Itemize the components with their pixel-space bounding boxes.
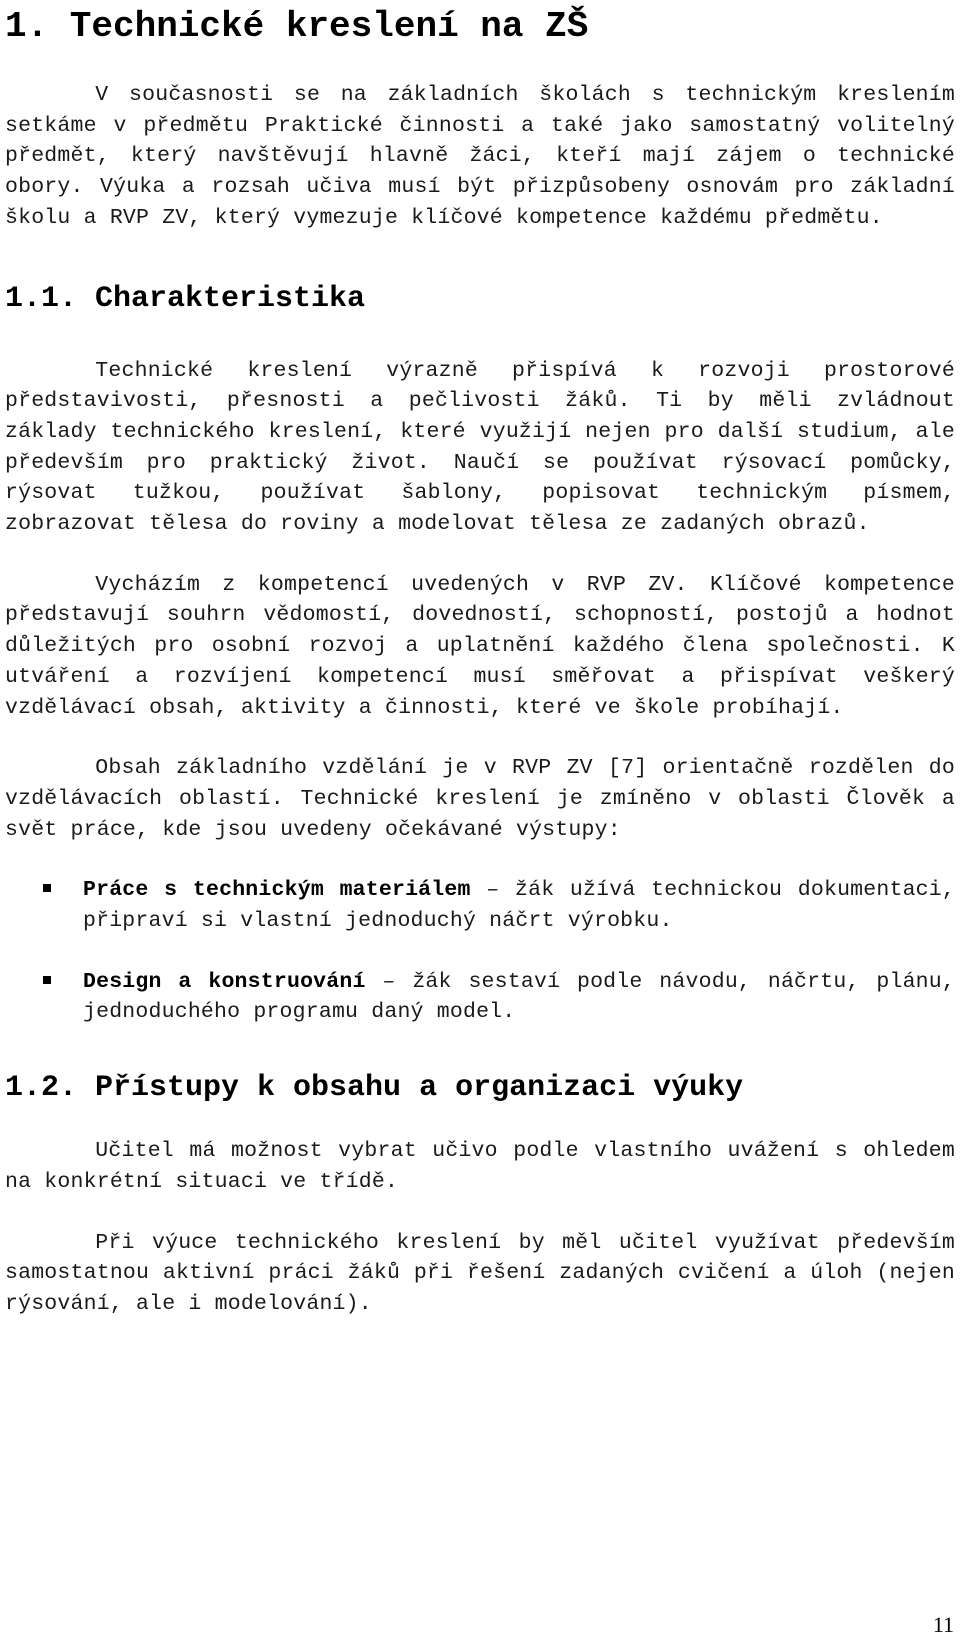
list-item-text: – žák užívá technickou dokumentaci, připraví si vlastní jednoduchý náčrt výrobku. bbox=[83, 878, 955, 934]
characteristics-paragraph-2: Vycházím z kompetencí uvedených v RVP ZV. Klíčové kompetence představují souhrn vědomostí, dovedností, schopností, postojů a hodnot důležitých pro osobní rozvoj a uplatnění každého člena společnosti. K utváření a rozvíjení kompetencí musí směřovat a přispívat veškerý vzdělávací obsah, aktivity a činnosti, které ve škole probíhají. bbox=[5, 572, 955, 720]
list-item bbox=[5, 967, 955, 1028]
expected-outcomes-list bbox=[5, 875, 955, 1028]
section-heading-characteristics: 1.1. Charakteristika bbox=[5, 281, 366, 316]
approaches-paragraph-2: Při výuce technického kreslení by měl učitel využívat především samostatnou aktivní práci žáků při řešení zadaných cvičení a úloh (nejen rýsování, ale i modelování). bbox=[5, 1230, 955, 1316]
characteristics-paragraph-3: Obsah základního vzdělání je v RVP ZV [7] orientačně rozdělen do vzdělávacích oblastí. Technické kreslení je zmíněno v oblasti Člověk a svět práce, kde jsou uvedeny očekávané výstupy: bbox=[5, 756, 955, 842]
document-page bbox=[5, 0, 955, 1320]
list-item-title: Práce s technickým materiálem bbox=[83, 878, 471, 903]
page-number: 11 bbox=[932, 1612, 954, 1637]
list-item-text: – žák sestaví podle návodu, náčrtu, plánu, jednoduchého programu daný model. bbox=[83, 969, 955, 1025]
chapter-heading: 1. Technické kreslení na ZŠ bbox=[5, 6, 589, 47]
approaches-paragraph-1: Učitel má možnost vybrat učivo podle vlastního uvážení s ohledem na konkrétní situaci ve třídě. bbox=[5, 1139, 955, 1194]
intro-paragraph: V současnosti se na základních školách s technickým kreslením setkáme v předmětu Praktické činnosti a také jako samostatný volitelný předmět, který navštěvují hlavně žáci, kteří mají zájem o technické obory. Výuka a rozsah učiva musí být přizpůsobeny osnovám pro základní školu a RVP ZV, který vymezuje klíčové kompetence každému předmětu. bbox=[5, 83, 955, 230]
list-item bbox=[5, 875, 955, 936]
section-heading-approaches: 1.2. Přístupy k obsahu a organizaci výuky bbox=[5, 1071, 744, 1106]
square-bullet-icon bbox=[43, 976, 51, 984]
list-item-title: Design a konstruování bbox=[83, 969, 366, 994]
square-bullet-icon bbox=[43, 884, 51, 892]
characteristics-paragraph-1: Technické kreslení výrazně přispívá k rozvoji prostorové představivosti, přesnosti a pečlivosti žáků. Ti by měli zvládnout základy technického kreslení, které využijí nejen pro další studium, ale především pro praktický život. Naučí se používat rýsovací pomůcky, rýsovat tužkou, používat šablony, popisovat technickým písmem, zobrazovat tělesa do roviny a modelovat tělesa ze zadaných obrazů. bbox=[5, 358, 955, 537]
